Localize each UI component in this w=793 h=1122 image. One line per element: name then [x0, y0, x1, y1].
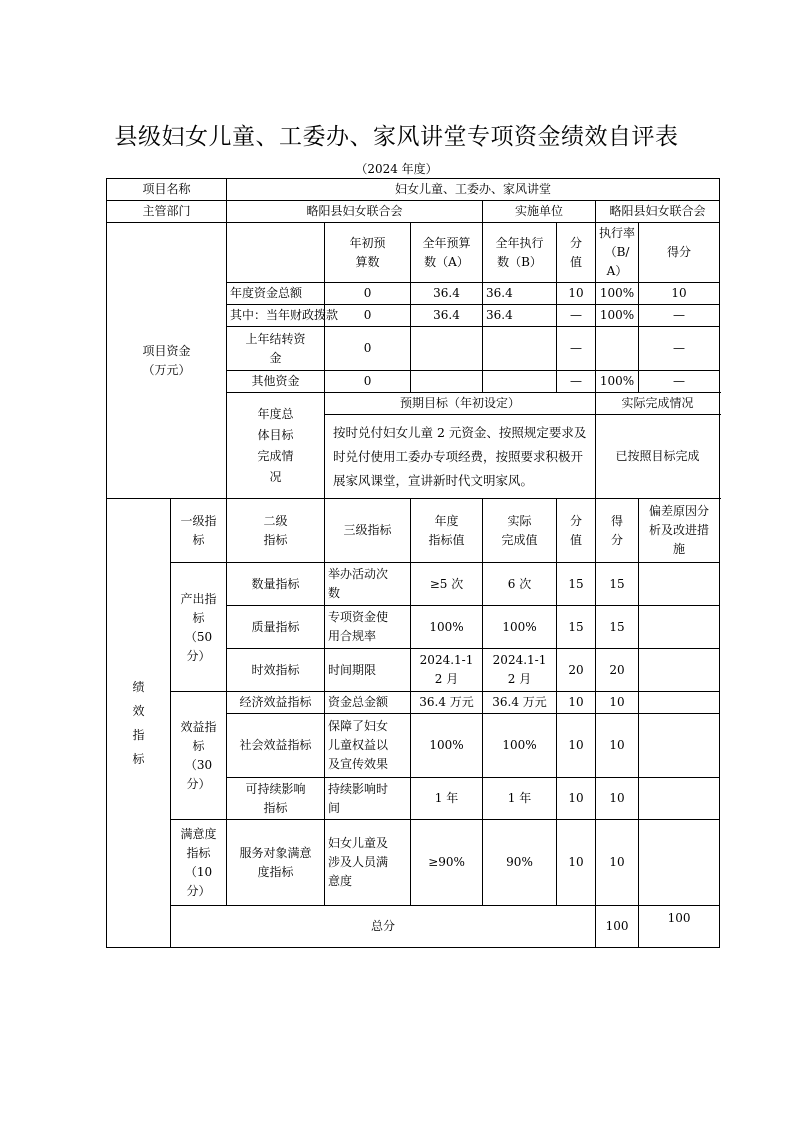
perf-score: 10	[596, 820, 639, 906]
perf-score: 10	[596, 692, 639, 714]
perf-weight: 15	[557, 606, 596, 649]
perf-level3: 举办活动次 数	[325, 563, 411, 606]
perf-note	[639, 649, 720, 692]
funds-row-name: 其中：当年财政拨款	[227, 305, 325, 327]
perf-target: 100%	[411, 606, 483, 649]
funds-budget	[411, 327, 483, 371]
perf-note	[639, 820, 720, 906]
perf-weight: 10	[557, 820, 596, 906]
perf-group-output: 产出指 标 （50 分）	[171, 563, 227, 692]
table-row	[107, 820, 720, 906]
funds-budget: 36.4	[411, 283, 483, 305]
funds-executed	[483, 371, 557, 393]
funds-rate: 100%	[596, 283, 639, 305]
perf-header: 实际 完成值	[483, 499, 557, 563]
funds-rate: 100%	[596, 371, 639, 393]
perf-score: 10	[596, 714, 639, 778]
table-row	[107, 692, 720, 714]
perf-header: 偏差原因分 析及改进措 施	[639, 499, 720, 563]
perf-header: 分 值	[557, 499, 596, 563]
perf-level3: 持续影响时 间	[325, 778, 411, 820]
funds-rate	[596, 327, 639, 371]
goals-label: 年度总 体目标 完成情 况	[227, 393, 325, 499]
funds-row-name: 上年结转资 金	[227, 327, 325, 371]
perf-weight: 10	[557, 714, 596, 778]
funds-header: 分 值	[557, 223, 596, 283]
perf-score: 15	[596, 606, 639, 649]
perf-weight: 10	[557, 692, 596, 714]
perf-level3: 专项资金使 用合规率	[325, 606, 411, 649]
funds-executed	[483, 327, 557, 371]
perf-target: ≥90%	[411, 820, 483, 906]
total-label: 总分	[171, 906, 596, 948]
funds-score: 10	[639, 283, 720, 305]
actual-goal-text: 已按照目标完成	[596, 415, 720, 499]
funds-weight: —	[557, 371, 596, 393]
perf-target: 2024.1-1 2 月	[411, 649, 483, 692]
funds-executed: 36.4	[483, 283, 557, 305]
funds-score: —	[639, 371, 720, 393]
perf-header: 三级指标	[325, 499, 411, 563]
perf-group-satisfaction: 满意度 指标 （10 分）	[171, 820, 227, 906]
funds-row-name: 年度资金总额	[227, 283, 325, 305]
perf-actual: 100%	[483, 606, 557, 649]
funds-initial: 0	[325, 305, 411, 327]
perf-weight: 15	[557, 563, 596, 606]
impl-value: 略阳县妇女联合会	[596, 201, 720, 223]
funds-label: 项目资金 （万元）	[107, 223, 227, 499]
funds-header: 全年执行 数（B）	[483, 223, 557, 283]
funds-rate: 100%	[596, 305, 639, 327]
perf-score: 20	[596, 649, 639, 692]
funds-header: 得分	[639, 223, 720, 283]
impl-label: 实施单位	[483, 201, 596, 223]
actual-goal-label: 实际完成情况	[596, 393, 720, 415]
total-row	[107, 906, 720, 948]
perf-target: ≥5 次	[411, 563, 483, 606]
expected-goal-label: 预期目标（年初设定）	[325, 393, 596, 415]
project-name-value: 妇女儿童、工委办、家风讲堂	[227, 179, 720, 201]
dept-label: 主管部门	[107, 201, 227, 223]
perf-target: 100%	[411, 714, 483, 778]
perf-header: 二级 指标	[227, 499, 325, 563]
perf-note	[639, 692, 720, 714]
perf-score: 10	[596, 778, 639, 820]
funds-header-blank	[227, 223, 325, 283]
perf-actual: 1 年	[483, 778, 557, 820]
perf-level2: 可持续影响 指标	[227, 778, 325, 820]
perf-group-benefit: 效益指 标 （30 分）	[171, 692, 227, 820]
funds-weight: 10	[557, 283, 596, 305]
funds-initial: 0	[325, 327, 411, 371]
total-score: 100	[639, 906, 720, 948]
funds-budget: 36.4	[411, 305, 483, 327]
performance-label: 绩 效 指 标	[107, 499, 171, 948]
perf-actual: 100%	[483, 714, 557, 778]
perf-level2: 数量指标	[227, 563, 325, 606]
funds-executed: 36.4	[483, 305, 557, 327]
funds-weight: —	[557, 327, 596, 371]
table-row	[107, 563, 720, 606]
perf-target: 1 年	[411, 778, 483, 820]
perf-level3: 资金总金额	[325, 692, 411, 714]
perf-level2: 服务对象满意 度指标	[227, 820, 325, 906]
perf-weight: 20	[557, 649, 596, 692]
funds-score: —	[639, 305, 720, 327]
funds-initial: 0	[325, 283, 411, 305]
perf-actual: 36.4 万元	[483, 692, 557, 714]
perf-actual: 6 次	[483, 563, 557, 606]
funds-row-name: 其他资金	[227, 371, 325, 393]
perf-actual: 90%	[483, 820, 557, 906]
funds-header: 全年预算 数（A）	[411, 223, 483, 283]
total-weight: 100	[596, 906, 639, 948]
page-title: 县级妇女儿童、工委办、家风讲堂专项资金绩效自评表	[114, 124, 679, 150]
expected-goal-text: 按时兑付妇女儿童 2 元资金、按照规定要求及时兑付使用工委办专项经费，按照要求积极开展家风课堂，宣讲新时代文明家风。	[325, 415, 596, 499]
funds-initial: 0	[325, 371, 411, 393]
funds-weight: —	[557, 305, 596, 327]
perf-actual: 2024.1-1 2 月	[483, 649, 557, 692]
dept-value: 略阳县妇女联合会	[227, 201, 483, 223]
perf-note	[639, 714, 720, 778]
perf-target: 36.4 万元	[411, 692, 483, 714]
perf-level2: 经济效益指标	[227, 692, 325, 714]
perf-header: 年度 指标值	[411, 499, 483, 563]
evaluation-table	[106, 178, 720, 948]
year-label: （2024 年度）	[355, 162, 438, 176]
funds-budget	[411, 371, 483, 393]
perf-level3: 时间期限	[325, 649, 411, 692]
perf-level3: 保障了妇女 儿童权益以 及宣传效果	[325, 714, 411, 778]
perf-header: 一级指 标	[171, 499, 227, 563]
perf-level3: 妇女儿童及 涉及人员满 意度	[325, 820, 411, 906]
project-name-label: 项目名称	[107, 179, 227, 201]
perf-header: 得 分	[596, 499, 639, 563]
perf-level2: 社会效益指标	[227, 714, 325, 778]
funds-header: 执行率 （B/A）	[596, 223, 639, 283]
perf-note	[639, 606, 720, 649]
perf-weight: 10	[557, 778, 596, 820]
perf-note	[639, 563, 720, 606]
perf-level2: 质量指标	[227, 606, 325, 649]
perf-note	[639, 778, 720, 820]
perf-score: 15	[596, 563, 639, 606]
funds-score: —	[639, 327, 720, 371]
perf-level2: 时效指标	[227, 649, 325, 692]
funds-header: 年初预 算数	[325, 223, 411, 283]
